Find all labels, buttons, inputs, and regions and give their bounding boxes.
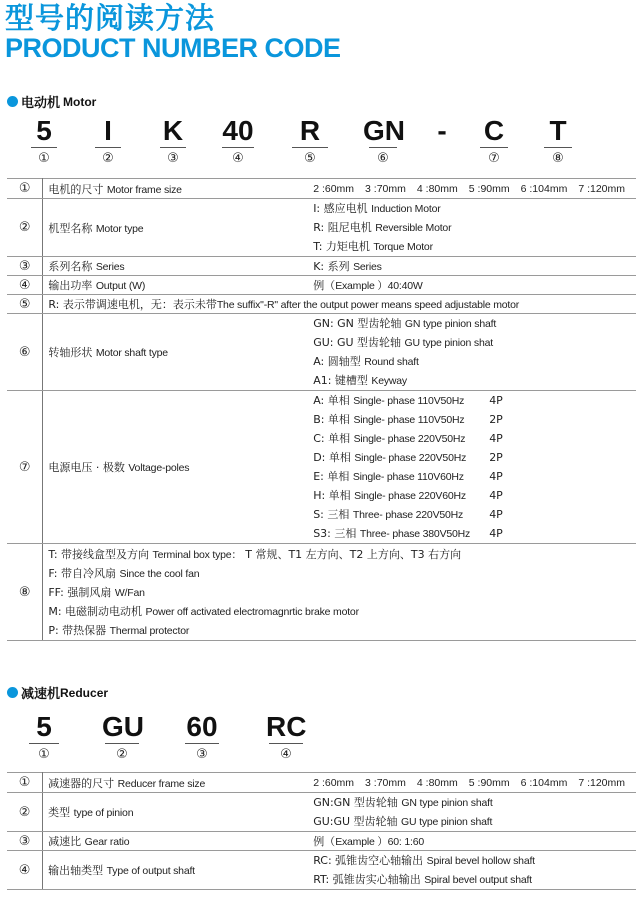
motor-code-segment <box>153 116 193 168</box>
reducer-section-title-cn: 减速机 <box>21 687 61 702</box>
value-en: Single- phase 220V50Hz <box>353 433 466 445</box>
value-cn: S: 三相 <box>313 508 350 521</box>
code-chars: R <box>299 115 321 146</box>
name-en: type of pinion <box>73 807 134 819</box>
motor-code-segment <box>88 116 128 168</box>
motor-spec-table <box>7 178 636 641</box>
name-cn: 类型 <box>48 806 71 819</box>
size-value: 2 :60mm <box>313 183 355 195</box>
value-cn: RT: 弧锥齿实心轴输出 <box>313 873 421 886</box>
size-value: 7 :120mm <box>578 777 625 789</box>
row-index: ② <box>7 199 43 257</box>
motor-code-segment <box>218 116 258 168</box>
name-cn: 转轴形状 <box>48 346 93 359</box>
page-title-cn: 型号的阅读方法 <box>5 1 216 35</box>
name-en: Motor frame size <box>106 183 182 196</box>
code-number: ① <box>38 747 50 762</box>
code-underline <box>95 147 121 148</box>
code-number: ⑧ <box>552 151 564 166</box>
pole-count: 4P <box>489 432 503 445</box>
pole-count: 4P <box>489 508 503 521</box>
value-cn: K: 系列 <box>313 260 350 273</box>
value-en: Single- phase 220V60Hz <box>354 490 466 502</box>
code-chars: C <box>483 115 505 146</box>
row-name <box>43 773 314 793</box>
row-values <box>313 314 636 391</box>
value-en: Three- phase 220V50Hz <box>352 509 464 521</box>
value-cn: I: 感应电机 <box>313 202 368 215</box>
reducer-code-segment <box>182 712 222 764</box>
motor-code-segment <box>538 116 578 168</box>
reducer-code-segment <box>24 712 64 764</box>
value-cn: S3: 三相 <box>313 527 357 540</box>
reducer-section-title-en: Reducer <box>60 685 109 700</box>
code-number: ④ <box>280 747 292 762</box>
value-en: Example ）60: 1:60 <box>335 836 425 848</box>
reducer-code-row <box>0 712 643 772</box>
name-en: Series <box>95 261 125 273</box>
code-chars: RC <box>266 711 307 742</box>
description-cn: R: 表示带调速电机，无：表示未带 <box>48 298 217 311</box>
table-row <box>7 773 636 793</box>
name-cn: 机型名称 <box>48 221 93 235</box>
code-number: ② <box>116 747 128 762</box>
value-cn: GU:GU 型齿轮轴 <box>313 815 398 828</box>
motor-section-heading <box>7 92 96 111</box>
row-values <box>313 851 636 890</box>
name-en: Voltage-poles <box>128 462 190 474</box>
value-en: Keyway <box>371 375 407 387</box>
row-index: ④ <box>7 851 43 890</box>
code-number: ③ <box>196 747 208 762</box>
size-value: 4 :80mm <box>416 777 458 789</box>
value-en: GU type pinion shaft <box>401 816 493 828</box>
code-chars: 5 <box>36 711 52 742</box>
size-value: 6 :104mm <box>520 183 568 195</box>
code-underline <box>105 743 139 744</box>
value-cn: B: 单相 <box>313 413 350 426</box>
code-chars: GN <box>363 115 405 146</box>
row-description <box>43 295 636 314</box>
value-en: GN type pinion shaft <box>401 797 493 809</box>
code-underline <box>544 147 572 148</box>
row-values <box>313 257 636 276</box>
size-value: 6 :104mm <box>520 777 568 789</box>
table-row <box>7 295 636 314</box>
row-name <box>43 851 314 890</box>
code-number: ⑥ <box>377 151 389 166</box>
size-value: 5 :90mm <box>468 777 510 789</box>
name-en: Type of output shaft <box>106 865 195 877</box>
value-en: Single- phase 110V60Hz <box>352 471 464 483</box>
row-index: ④ <box>7 276 43 295</box>
motor-code-row <box>0 116 643 176</box>
row-index: ⑧ <box>7 544 43 641</box>
code-underline <box>369 147 397 148</box>
bullet-dot-icon <box>7 687 18 698</box>
row-name <box>43 793 314 832</box>
size-value: 2 :60mm <box>313 777 355 789</box>
value-en: Thermal protector <box>109 624 190 637</box>
value-en: Three- phase 380V50Hz <box>359 528 471 540</box>
value-en: GN type pinion shaft <box>404 318 497 330</box>
pole-count: 2P <box>489 451 503 464</box>
value-cn: RC: 弧锥齿空心轴输出 <box>313 854 424 867</box>
value-en: Single- phase 110V50Hz <box>353 414 465 426</box>
code-chars: T <box>549 115 567 146</box>
table-row <box>7 276 636 295</box>
table-row <box>7 314 636 391</box>
row-values <box>313 276 636 295</box>
size-value: 5 :90mm <box>468 183 510 195</box>
page-title-en: PRODUCT NUMBER CODE <box>5 33 341 63</box>
value-cn: F: 带自冷风扇 <box>48 566 117 580</box>
pole-count: 2P <box>489 413 503 426</box>
name-cn: 减速器的尺寸 <box>48 776 115 790</box>
table-row <box>7 199 636 257</box>
row-values <box>313 832 636 851</box>
value-en: Example ）40:40W <box>335 280 423 292</box>
pole-count: 4P <box>489 527 503 540</box>
reducer-section-heading <box>7 683 108 702</box>
row-index: ⑤ <box>7 295 43 314</box>
code-underline <box>31 147 57 148</box>
code-chars: GU <box>102 711 144 742</box>
value-en: W/Fan <box>114 586 145 599</box>
pole-count: 4P <box>489 489 503 502</box>
row-values <box>313 199 636 257</box>
code-underline <box>222 147 254 148</box>
value-cn: A: 单相 <box>313 394 350 407</box>
size-value: 7 :120mm <box>578 183 625 195</box>
code-underline <box>292 147 328 148</box>
code-underline <box>185 743 219 744</box>
code-underline <box>480 147 508 148</box>
value-en: Spiral bevel hollow shaft <box>426 855 535 867</box>
motor-section-title-en: Motor <box>63 94 97 109</box>
row-index: ① <box>7 773 43 793</box>
pole-count: 4P <box>489 470 503 483</box>
row-values <box>313 391 636 544</box>
row-index: ⑥ <box>7 314 43 391</box>
reducer-code-segment <box>266 712 306 764</box>
table-row <box>7 179 636 199</box>
row-index: ③ <box>7 257 43 276</box>
table-row <box>7 391 636 544</box>
value-en: Terminal box type： <box>152 548 242 561</box>
reducer-code-segment <box>102 712 142 764</box>
table-row <box>7 257 636 276</box>
row-index: ⑦ <box>7 391 43 544</box>
row-name <box>43 391 313 544</box>
table-row <box>7 793 636 832</box>
frame-sizes <box>313 773 636 793</box>
value-en: Reversible Motor <box>375 222 452 234</box>
description-en: The suffix"-R" after the output power means speed adjustable motor <box>216 299 520 311</box>
frame-sizes <box>313 179 636 199</box>
value-en: GU type pinion shat <box>404 337 493 349</box>
row-name <box>43 276 313 295</box>
code-underline <box>29 743 59 744</box>
value-en: Since the cool fan <box>119 567 200 580</box>
value-cn: H: 单相 <box>313 489 351 502</box>
bullet-dot-icon <box>7 96 18 107</box>
motor-code-segment <box>363 116 403 168</box>
table-row <box>7 544 636 641</box>
value-en: Single- phase 110V50Hz <box>353 395 465 407</box>
value-cn: M: 电磁制动电动机 <box>48 604 143 618</box>
value-cn: R: 阻尼电机 <box>313 221 372 234</box>
size-value: 3 :70mm <box>365 183 406 195</box>
code-underline <box>160 147 186 148</box>
motor-code-segment <box>474 116 514 168</box>
motor-code-dash <box>427 116 457 146</box>
name-en: Motor type <box>95 222 144 235</box>
code-chars: 40 <box>222 115 254 146</box>
name-cn: 系列名称 <box>48 260 93 273</box>
row-index: ① <box>7 179 43 199</box>
row-values <box>313 793 636 832</box>
name-cn: 电源电压 · 极数 <box>48 461 125 474</box>
row-name <box>43 832 314 851</box>
size-value: 4 :80mm <box>416 183 458 195</box>
name-cn: 输出轴类型 <box>48 864 104 877</box>
row-index: ② <box>7 793 43 832</box>
motor-code-segment <box>290 116 330 168</box>
value-en: Single- phase 220V50Hz <box>354 452 467 464</box>
value-extra: T 常规、T1 左方向、T2 上方向、T3 右方向 <box>245 547 462 561</box>
code-number: ① <box>38 151 50 166</box>
pole-count: 4P <box>489 394 503 407</box>
name-en: Reducer frame size <box>117 777 206 790</box>
table-row <box>7 832 636 851</box>
name-cn: 输出功率 <box>48 279 93 292</box>
code-number: ⑤ <box>304 151 316 166</box>
value-cn: P: 带热保器 <box>48 623 107 637</box>
code-chars: I <box>104 115 112 146</box>
code-chars: 60 <box>186 711 218 742</box>
name-en: Motor shaft type <box>95 347 168 359</box>
value-cn: C: 单相 <box>313 432 351 445</box>
code-chars: K <box>162 115 184 146</box>
row-values <box>43 544 636 641</box>
size-value: 3 :70mm <box>365 777 406 789</box>
value-cn: FF: 强制风扇 <box>48 585 112 599</box>
value-cn: 例（ <box>313 279 336 292</box>
name-en: Gear ratio <box>84 836 130 848</box>
code-number: ④ <box>232 151 244 166</box>
value-cn: 例（ <box>313 835 336 848</box>
name-cn: 减速比 <box>48 835 82 848</box>
value-cn: A: 圆轴型 <box>313 355 361 368</box>
table-row <box>7 851 636 890</box>
code-number: ③ <box>167 151 179 166</box>
value-cn: T: 力矩电机 <box>313 240 370 253</box>
code-chars: - <box>437 115 447 146</box>
code-chars: 5 <box>36 115 52 146</box>
name-en: Output (W) <box>95 280 146 292</box>
row-name <box>43 199 313 257</box>
value-en: Series <box>353 261 382 273</box>
row-name <box>43 179 313 199</box>
value-cn: GU: GU 型齿轮轴 <box>313 336 402 349</box>
motor-section-title-cn: 电动机 <box>21 96 61 111</box>
value-en: Round shaft <box>364 356 419 368</box>
code-number: ⑦ <box>488 151 500 166</box>
row-name <box>43 314 313 391</box>
value-cn: GN: GN 型齿轮轴 <box>313 317 402 330</box>
value-en: Power off activated electromagnrtic brake motor <box>145 605 359 618</box>
value-en: Spiral bevel output shaft <box>424 874 532 886</box>
motor-code-segment <box>24 116 64 168</box>
reducer-spec-table <box>7 772 636 890</box>
value-cn: T: 带接线盒型及方向 <box>48 547 150 561</box>
row-name <box>43 257 313 276</box>
value-cn: E: 单相 <box>313 470 350 483</box>
value-en: Torque Motor <box>373 241 433 253</box>
value-cn: A1: 键槽型 <box>313 374 368 387</box>
code-underline <box>269 743 303 744</box>
row-index: ③ <box>7 832 43 851</box>
value-en: Induction Motor <box>371 203 441 215</box>
value-cn: D: 单相 <box>313 451 351 464</box>
name-cn: 电机的尺寸 <box>48 182 104 196</box>
value-cn: GN:GN 型齿轮轴 <box>313 796 398 809</box>
code-number: ② <box>102 151 114 166</box>
